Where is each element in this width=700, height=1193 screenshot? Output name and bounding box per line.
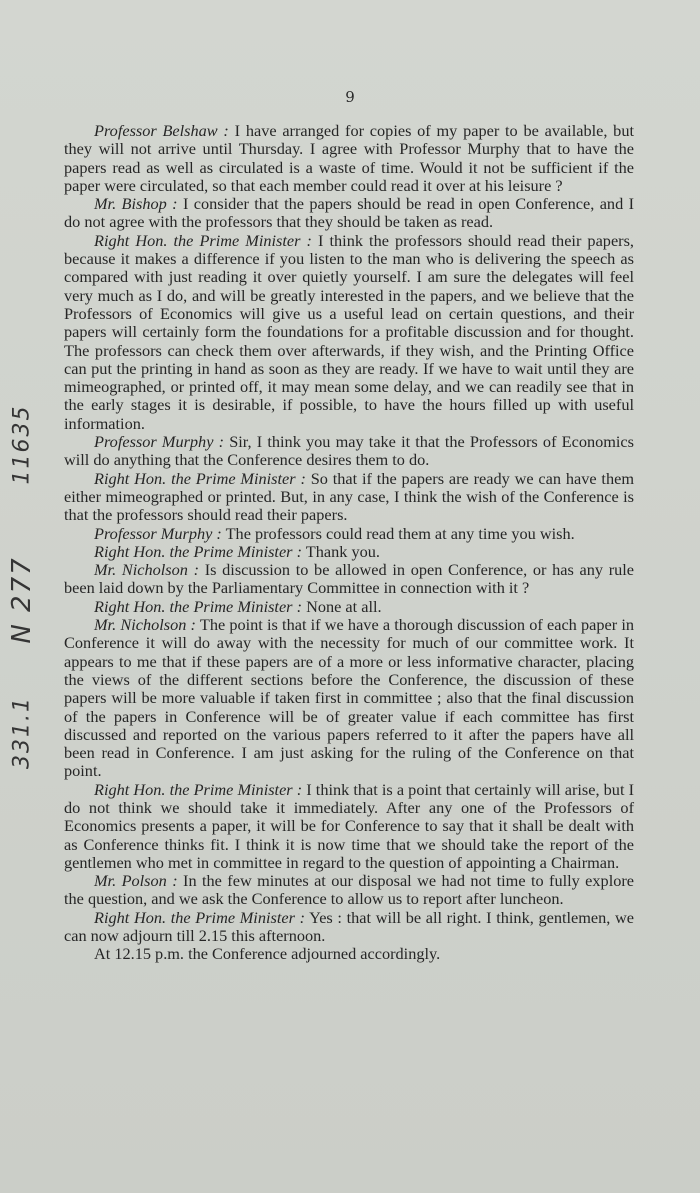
paragraph-8: [64, 561, 634, 598]
speaker-name: Right Hon. the Prime Minister :: [94, 230, 312, 250]
speech-text: In the few minutes at our disposal we had not time to fully explore the question, and we ask the Conference to allow us to report after luncheon.: [64, 871, 635, 909]
speaker-name: Right Hon. the Prime Minister :: [94, 541, 303, 561]
speaker-name: Professor Murphy :: [94, 432, 225, 452]
margin-note-3: 331.1: [9, 696, 35, 769]
paragraph-10: [64, 616, 634, 781]
speaker-name: Mr. Polson :: [94, 871, 178, 891]
paragraph-9: [64, 598, 634, 616]
speech-text: The point is that if we have a thorough discussion of each paper in Conference it will do away with the necessity for much of our committee work. It appears to me that if these papers are of a more or less informative character, placing the views of the different sections before the Conference, the discussion of these papers will be more valuable if taken first in committee ; also that the final discussion of the papers in Conference will be of greater value if each committee has first discussed and reported on the various papers referred to it after the papers have all been read in Conference. I am just asking for the ruling of the Conference on that point.: [64, 615, 634, 781]
speech-text: I consider that the papers should be read in open Conference, and I do not agree with the professors that they should be taken as read.: [64, 194, 635, 232]
speaker-name: Professor Murphy :: [94, 523, 222, 543]
speech-text: Thank you.: [302, 541, 380, 561]
speech-text: Sir, I think you may take it that the Professors of Economics will do anything that the Conference desires them to do.: [64, 432, 634, 470]
margin-annotations: [0, 0, 60, 1193]
speech-text: I think that is a point that certainly will arise, but I do not think we should take it immediately. After any one of the Professors of Economics presents a paper, it will be for Conference to say that it shall be dealt with as Conference thinks fit. I think it is now time that we should take the report of the gentlemen who met in committee in regard to the question of appointing a Chairman.: [64, 779, 634, 872]
speaker-name: Right Hon. the Prime Minister :: [94, 779, 303, 799]
paragraph-4: [64, 433, 634, 470]
speech-text: Yes : that will be all right. I think, gentlemen, we can now adjourn till 2.15 this afternoon.: [64, 907, 634, 946]
transcript-body: [64, 122, 634, 964]
speaker-name: Mr. Nicholson :: [94, 615, 196, 635]
paragraph-12: [64, 872, 634, 909]
speech-text: Is discussion to be allowed in open Conference, or has any rule been laid down by the Parliamentary Committee in connection with it ?: [64, 560, 635, 598]
speech-text: So that if the papers are ready we can have them either mimeographed or printed. But, in any case, I think the wish of the Conference is that the professors should read their papers.: [64, 468, 634, 525]
paragraph-3: [64, 232, 634, 433]
speaker-name: Right Hon. the Prime Minister :: [94, 907, 305, 927]
paragraph-11: [64, 781, 634, 872]
margin-note-1: 11635: [9, 404, 35, 485]
speaker-name: Mr. Nicholson :: [94, 560, 200, 580]
speaker-name: Professor Belshaw :: [94, 121, 229, 140]
margin-note-2: N 277: [7, 556, 37, 644]
page-number: 9: [345, 88, 355, 106]
paragraph-2: [64, 195, 634, 232]
speech-text: I have arranged for copies of my paper to be available, but they will not arrive until Thursday. I agree with Professor Murphy that to have the papers read as well as circulated is a waste of time. Would it not be sufficient if the paper were circulated, so that each member could read it over at his leisure ?: [64, 121, 634, 195]
speech-text: None at all.: [302, 596, 382, 616]
paragraph-13: [64, 909, 634, 946]
paragraph-7: [64, 543, 634, 561]
speech-text: The professors could read them at any time you wish.: [221, 523, 575, 543]
paragraph-14: [64, 945, 634, 963]
speech-text: I think the professors should read their papers, because it makes a difference if you listen to the man who is delivering the speech as compared with just reading it over quietly yourself. I am sure the delegates will feel very much as I do, and will be greatly interested in the papers, and we believe that the Professors of Economics will give us a useful lead on certain questions, and their papers will certainly form the foundations for a profitable discussion and for thought. The professors can check them over afterwards, if they wish, and the Printing Office can put the printing in hand as soon as they are ready. If we have to wait until they are mimeographed, or printed off, it may mean some delay, and we can readily see that in the early stages it is desirable, if possible, to have the hours filled up with useful information.: [64, 230, 634, 433]
paragraph-6: [64, 525, 634, 543]
speaker-name: Right Hon. the Prime Minister :: [94, 596, 303, 616]
speaker-name: Mr. Bishop :: [94, 194, 178, 214]
paragraph-1: [64, 122, 634, 195]
paragraph-5: [64, 470, 634, 525]
speaker-name: Right Hon. the Prime Minister :: [94, 468, 306, 488]
speech-text: At 12.15 p.m. the Conference adjourned accordingly.: [94, 944, 441, 964]
